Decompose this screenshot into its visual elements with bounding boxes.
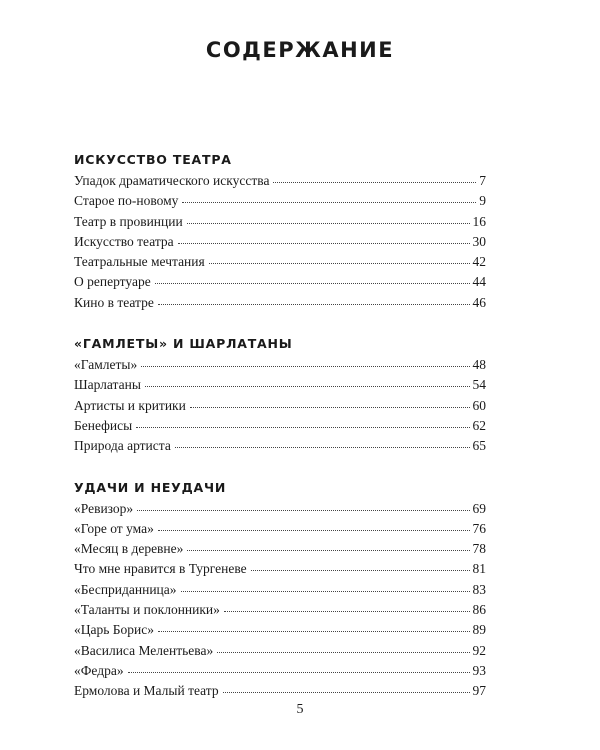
entry-page-number: 60 bbox=[472, 397, 486, 413]
dot-leader bbox=[217, 652, 469, 653]
entry-title: Театр в провинции bbox=[74, 213, 183, 229]
toc-entry[interactable] bbox=[74, 232, 486, 252]
entry-page-number: 9 bbox=[479, 193, 486, 209]
toc-entry[interactable] bbox=[74, 436, 486, 456]
toc-entry[interactable] bbox=[74, 580, 486, 600]
dot-leader bbox=[175, 447, 470, 448]
toc-entry[interactable] bbox=[74, 171, 486, 191]
entry-title: «Месяц в деревне» bbox=[74, 541, 184, 557]
entry-title: Что мне нравится в Тургеневе bbox=[74, 561, 247, 577]
entry-page-number: 92 bbox=[472, 642, 486, 658]
entry-page-number: 7 bbox=[479, 173, 486, 188]
dot-leader bbox=[187, 223, 470, 224]
entry-title: Ермолова и Малый театр bbox=[74, 683, 219, 699]
toc-entry[interactable] bbox=[74, 499, 486, 519]
entry-title: «Царь Борис» bbox=[74, 622, 154, 638]
entry-title: Шарлатаны bbox=[74, 377, 141, 393]
entry-page-number: 81 bbox=[472, 561, 486, 577]
page-number: 5 bbox=[296, 702, 304, 717]
entry-page-number: 69 bbox=[472, 500, 486, 516]
dot-leader bbox=[145, 386, 470, 387]
toc-section-successes-and-failures bbox=[74, 478, 486, 702]
entry-title: Артисты и критики bbox=[74, 397, 186, 413]
entry-page-number: 30 bbox=[472, 233, 486, 249]
entry-page-number: 83 bbox=[472, 581, 486, 597]
entry-page-number: 44 bbox=[472, 274, 486, 290]
entry-page-number: 54 bbox=[472, 377, 486, 393]
toc-entry[interactable] bbox=[74, 272, 486, 292]
toc-entry[interactable] bbox=[74, 539, 486, 559]
entry-title: Театральные мечтания bbox=[74, 254, 205, 270]
dot-leader bbox=[224, 611, 470, 612]
toc-entry[interactable] bbox=[74, 375, 486, 395]
entry-title: Кино в театре bbox=[74, 294, 154, 310]
entry-page-number: 46 bbox=[472, 294, 486, 310]
entry-title: «Василиса Мелентьева» bbox=[74, 642, 214, 658]
dot-leader bbox=[128, 672, 470, 673]
section-title: «ГАМЛЕТЫ» И ШАРЛАТАНЫ bbox=[74, 336, 293, 352]
toc-entry[interactable] bbox=[74, 355, 486, 375]
dot-leader bbox=[181, 591, 470, 592]
entry-page-number: 78 bbox=[472, 541, 486, 557]
dot-leader bbox=[158, 631, 470, 632]
toc-entry[interactable] bbox=[74, 620, 486, 640]
entry-title: Искусство театра bbox=[74, 233, 174, 249]
dot-leader bbox=[187, 550, 469, 551]
section-title: ИСКУССТВО ТЕАТРА bbox=[74, 152, 232, 167]
entry-title: Бенефисы bbox=[74, 417, 133, 433]
toc-entry[interactable] bbox=[74, 416, 486, 436]
toc-entry[interactable] bbox=[74, 396, 486, 416]
toc-entry[interactable] bbox=[74, 191, 486, 211]
dot-leader bbox=[273, 182, 476, 183]
dot-leader bbox=[158, 530, 470, 531]
dot-leader bbox=[141, 366, 469, 367]
toc-entry[interactable] bbox=[74, 559, 486, 579]
entry-title: «Горе от ума» bbox=[74, 520, 154, 536]
entry-title: «Ревизор» bbox=[74, 500, 134, 516]
dot-leader bbox=[155, 283, 470, 284]
entry-page-number: 89 bbox=[472, 622, 486, 638]
dot-leader bbox=[223, 692, 470, 693]
entry-page-number: 16 bbox=[472, 213, 486, 229]
dot-leader bbox=[178, 243, 470, 244]
toc-entry[interactable] bbox=[74, 519, 486, 539]
dot-leader bbox=[182, 202, 476, 203]
entry-title: Упадок драматического искусства bbox=[74, 173, 270, 188]
page-title: СОДЕРЖАНИЕ bbox=[205, 38, 395, 62]
entry-page-number: 42 bbox=[472, 254, 486, 270]
entry-page-number: 93 bbox=[472, 662, 486, 678]
entry-title: «Таланты и поклонники» bbox=[74, 602, 220, 618]
toc-entry[interactable] bbox=[74, 641, 486, 661]
entry-title: «Федра» bbox=[74, 662, 124, 678]
dot-leader bbox=[209, 263, 470, 264]
entry-title: О репертуаре bbox=[74, 274, 151, 290]
dot-leader bbox=[190, 407, 470, 408]
toc-entry[interactable] bbox=[74, 681, 486, 701]
entry-title: «Гамлеты» bbox=[74, 357, 138, 373]
table-of-contents bbox=[74, 150, 486, 702]
entry-page-number: 48 bbox=[472, 357, 486, 373]
toc-entry[interactable] bbox=[74, 212, 486, 232]
entry-title: «Бесприданница» bbox=[74, 581, 177, 597]
toc-entry[interactable] bbox=[74, 252, 486, 272]
entry-page-number: 62 bbox=[472, 417, 486, 433]
dot-leader bbox=[137, 510, 469, 511]
toc-entry[interactable] bbox=[74, 661, 486, 681]
toc-section-theatre-art bbox=[74, 150, 486, 313]
toc-entry[interactable] bbox=[74, 293, 486, 313]
entry-page-number: 65 bbox=[472, 438, 486, 454]
dot-leader bbox=[251, 570, 470, 571]
dot-leader bbox=[136, 427, 469, 428]
entry-page-number: 97 bbox=[472, 683, 486, 699]
section-title: УДАЧИ И НЕУДАЧИ bbox=[74, 479, 227, 495]
dot-leader bbox=[158, 304, 470, 305]
entry-page-number: 86 bbox=[472, 602, 486, 618]
entry-page-number: 76 bbox=[472, 520, 486, 536]
entry-title: Старое по-новому bbox=[74, 193, 179, 209]
toc-entry[interactable] bbox=[74, 600, 486, 620]
toc-section-hamlets-and-charlatans bbox=[74, 334, 486, 456]
entry-title: Природа артиста bbox=[74, 438, 171, 454]
